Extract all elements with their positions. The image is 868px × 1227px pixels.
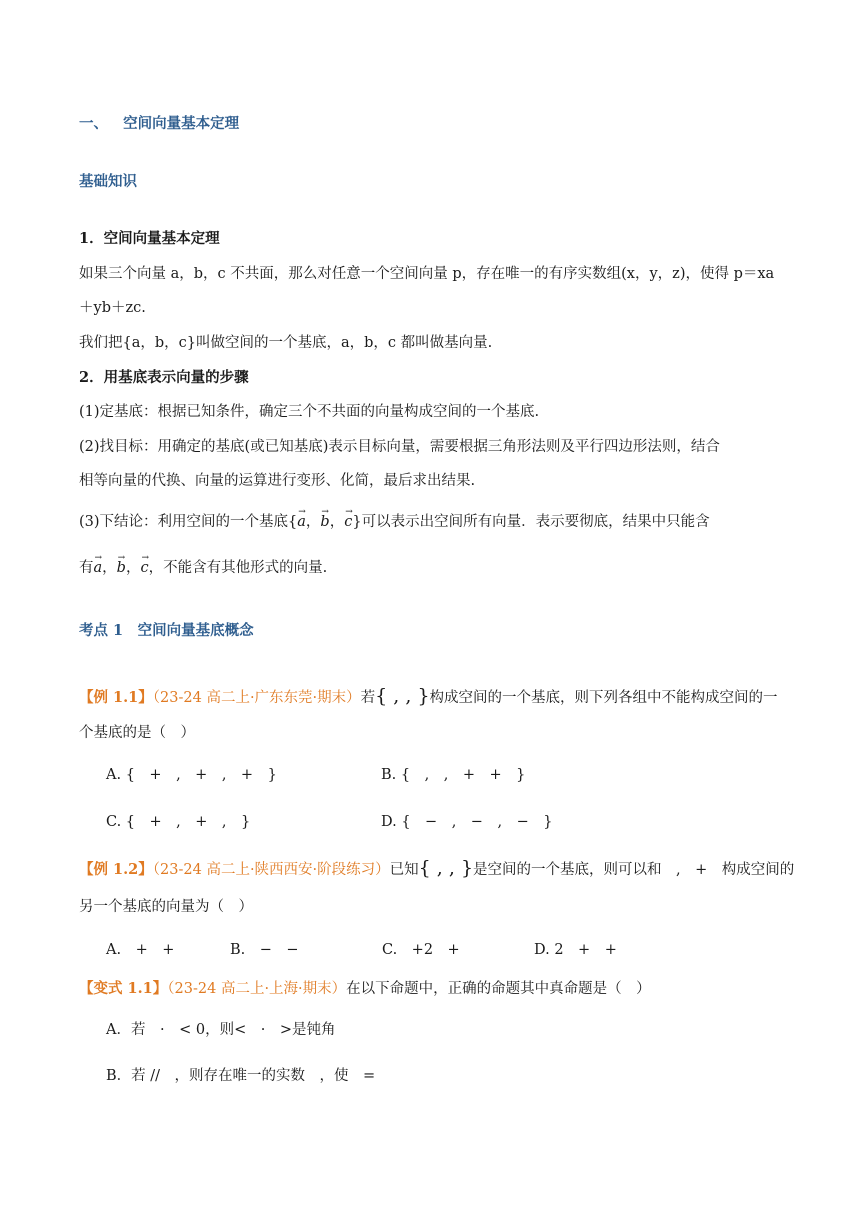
option-b: B. − − <box>230 942 299 958</box>
option-c: C. { + , + , } <box>106 814 251 830</box>
theorem-line-2: ＋yb＋zc. <box>79 300 146 316</box>
option-b: B．若 // ，则存在唯一的实数 ，使 = <box>106 1068 376 1084</box>
step-3-line-1: (3)下结论：利用空间的一个基底{→ a，→ b，→ c}可以表示出空间所有向量．表示要彻底，结果中只能含 <box>79 512 710 532</box>
option-a: A．若 · < 0，则< · >是钝角 <box>106 1022 336 1038</box>
vector-a: → a <box>297 512 306 532</box>
basis-set: { , , } <box>418 857 474 879</box>
theorem-heading: 1．空间向量基本定理 <box>79 230 220 247</box>
example-1-2: 【例 1.2】（23-24 高二上·陕西西安·阶段练习）已知{ , , }是空间的一个基底，则可以和 , + 构成空间的 <box>79 857 795 879</box>
vector-c: → c <box>140 558 148 578</box>
option-a: A. + + <box>106 942 175 958</box>
section-title: 空间向量基本定理 <box>123 115 240 132</box>
step-3-line-2: 有→ a，→ b，→ c，不能含有其他形式的向量. <box>79 558 327 578</box>
theorem-line-1: 如果三个向量 a，b，c 不共面，那么对任意一个空间向量 p，存在唯一的有序实数组(x，y，z)，使得 p＝xa <box>79 266 775 282</box>
option-d: D. 2 + + <box>534 942 617 958</box>
vector-a: → a <box>94 558 103 578</box>
option-c: C. +2 + <box>382 942 460 958</box>
example-source: （23-24 高二上·广东东莞·期末） <box>152 690 361 706</box>
variant-source: （23-24 高二上·上海·期末） <box>167 981 347 997</box>
option-a: A. { + , + , + } <box>106 767 277 783</box>
vector-c: → c <box>344 512 352 532</box>
section-heading <box>79 114 239 134</box>
basis-set: { , , } <box>375 685 430 707</box>
example-source: （23-24 高二上·陕西西安·阶段练习） <box>152 862 390 878</box>
example-tag: 【例 1.1】 <box>79 689 153 706</box>
vector-b: → b <box>117 558 126 578</box>
example-1-1-line-2: 个基底的是（ ） <box>79 725 195 741</box>
example-tag: 【例 1.2】 <box>79 861 153 878</box>
step-2-line-2: 相等向量的代换、向量的运算进行变形、化简，最后求出结果. <box>79 473 476 489</box>
step-2-line-1: (2)找目标：用确定的基底(或已知基底)表示目标向量，需要根据三角形法则及平行四边形法则，结合 <box>79 439 720 455</box>
theorem-line-3: 我们把{a，b，c}叫做空间的一个基底，a，b，c 都叫做基向量. <box>79 335 493 351</box>
step-1: (1)定基底：根据已知条件，确定三个不共面的向量构成空间的一个基底. <box>79 404 540 420</box>
steps-heading: 2．用基底表示向量的步骤 <box>79 369 249 386</box>
variant-1-1: 【变式 1.1】（23-24 高二上·上海·期末）在以下命题中，正确的命题其中真命题是（ ） <box>79 980 651 997</box>
example-1-2-line-2: 另一个基底的向量为（ ） <box>79 899 253 915</box>
section-number: 一、 <box>79 115 108 132</box>
vector-b: → b <box>320 512 329 532</box>
option-d: D. { − , − , − } <box>381 814 553 830</box>
basics-title: 基础知识 <box>79 173 137 190</box>
kaodian-title: 考点 1 空间向量基底概念 <box>79 622 254 639</box>
example-1-1: 【例 1.1】（23-24 高二上·广东东莞·期末）若{ , , }构成空间的一个基底，则下列各组中不能构成空间的一 <box>79 685 778 707</box>
option-b: B. { , , + + } <box>381 767 526 783</box>
variant-tag: 【变式 1.1】 <box>79 980 168 997</box>
